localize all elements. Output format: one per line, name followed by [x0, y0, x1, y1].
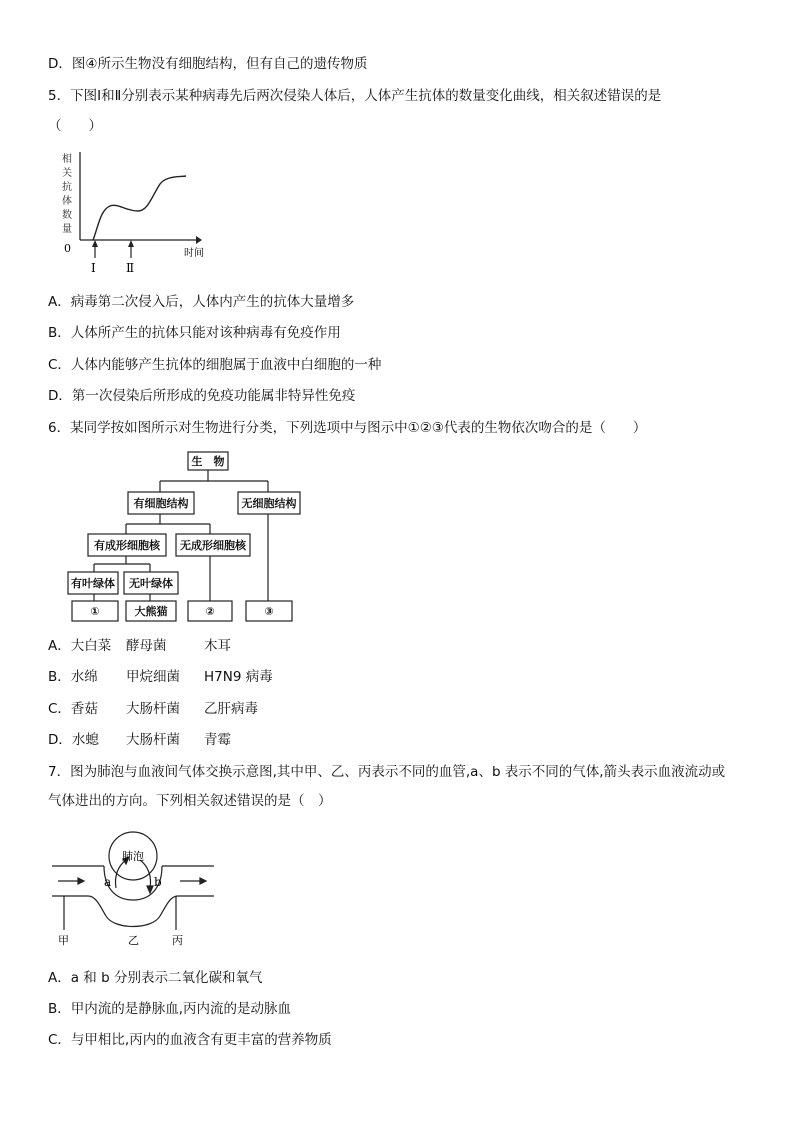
arrow-ii-head: [128, 240, 134, 247]
q5-stem: 5．下图Ⅰ和Ⅱ分别表示某种病毒先后两次侵染人体后，人体产生抗体的数量变化曲线，相关叙述错误的是: [48, 88, 662, 104]
tree-leaf-3: ③: [264, 605, 274, 618]
ylabel-char: 相: [62, 154, 72, 165]
mark-ii: Ⅱ: [126, 261, 135, 275]
tree-cell-label: 有细胞结构: [133, 497, 189, 510]
tree-chloro-label: 有叶绿体: [71, 577, 115, 590]
alveolus-label: 肺泡: [122, 850, 144, 863]
origin-label: 0: [64, 242, 71, 255]
ylabel-char: 量: [62, 224, 72, 235]
q6-option-a: A．大白菜 酵母菌 木耳: [48, 638, 231, 654]
ylabel-char: 体: [62, 196, 72, 207]
x-axis-label: 时间: [184, 248, 204, 259]
tree-root-label: 生 物: [191, 455, 225, 468]
gas-a-label: a: [104, 875, 112, 889]
antibody-curve-figure: [48, 148, 218, 276]
q5-option-a: A．病毒第二次侵入后，人体内产生的抗体大量增多: [48, 294, 355, 310]
vessel-bing-label: 丙: [172, 934, 183, 947]
q6-stem: 6．某同学按如图所示对生物进行分类，下列选项中与图示中①②③代表的生物依次吻合的是（ ）: [48, 420, 647, 436]
tree-leaf-panda: 大熊猫: [134, 605, 168, 618]
q5-option-c: C．人体内能够产生抗体的细胞属于血液中白细胞的一种: [48, 357, 382, 373]
tree-leaf-1: ①: [90, 605, 100, 618]
alveolus-gas-exchange-figure: [48, 826, 218, 952]
q5-option-b: B．人体所产生的抗体只能对该种病毒有免疫作用: [48, 325, 341, 341]
arrow-i-head: [92, 240, 98, 247]
q4-option-d: D．图④所示生物没有细胞结构，但有自己的遗传物质: [48, 56, 368, 72]
q7-option-c: C．与甲相比,丙内的血液含有更丰富的营养物质: [48, 1032, 332, 1048]
ylabel-char: 数: [62, 210, 72, 221]
vessel-yi-label: 乙: [128, 934, 139, 947]
gas-b-label: b: [154, 875, 162, 889]
q5-answer-blank: （ ）: [48, 118, 102, 134]
q7-stem-line1: 7．图为肺泡与血液间气体交换示意图,其中甲、乙、丙表示不同的血管,a、b 表示不同的气体,箭头表示血液流动或: [48, 764, 726, 780]
q7-stem-line2: 气体进出的方向。下列相关叙述错误的是（ ）: [48, 793, 332, 809]
ylabel-char: 关: [62, 168, 72, 179]
x-axis-arrow: [196, 236, 202, 244]
q7-option-a: A．a 和 b 分别表示二氧化碳和氧气: [48, 970, 263, 986]
q6-option-b: B．水绵 甲烷细菌 H7N9 病毒: [48, 669, 273, 685]
tree-nocell-label: 无细胞结构: [241, 497, 297, 510]
q7-option-b: B．甲内流的是静脉血,丙内流的是动脉血: [48, 1001, 292, 1017]
classification-tree: [62, 448, 302, 628]
tree-nucleus-label: 有成形细胞核: [94, 539, 160, 552]
tree-leaf-2: ②: [205, 605, 215, 618]
q6-option-d: D．水螅 大肠杆菌 青霉: [48, 732, 231, 748]
q6-option-c: C．香菇 大肠杆菌 乙肝病毒: [48, 701, 258, 717]
q5-option-d: D．第一次侵染后所形成的免疫功能属非特异性免疫: [48, 388, 356, 404]
vessel-jia-label: 甲: [58, 934, 69, 947]
antibody-curve: [93, 176, 186, 240]
tree-nochloro-label: 无叶绿体: [129, 577, 173, 590]
mark-i: Ⅰ: [91, 261, 96, 275]
tree-nonucleus-label: 无成形细胞核: [180, 539, 246, 552]
ylabel-char: 抗: [62, 182, 72, 193]
